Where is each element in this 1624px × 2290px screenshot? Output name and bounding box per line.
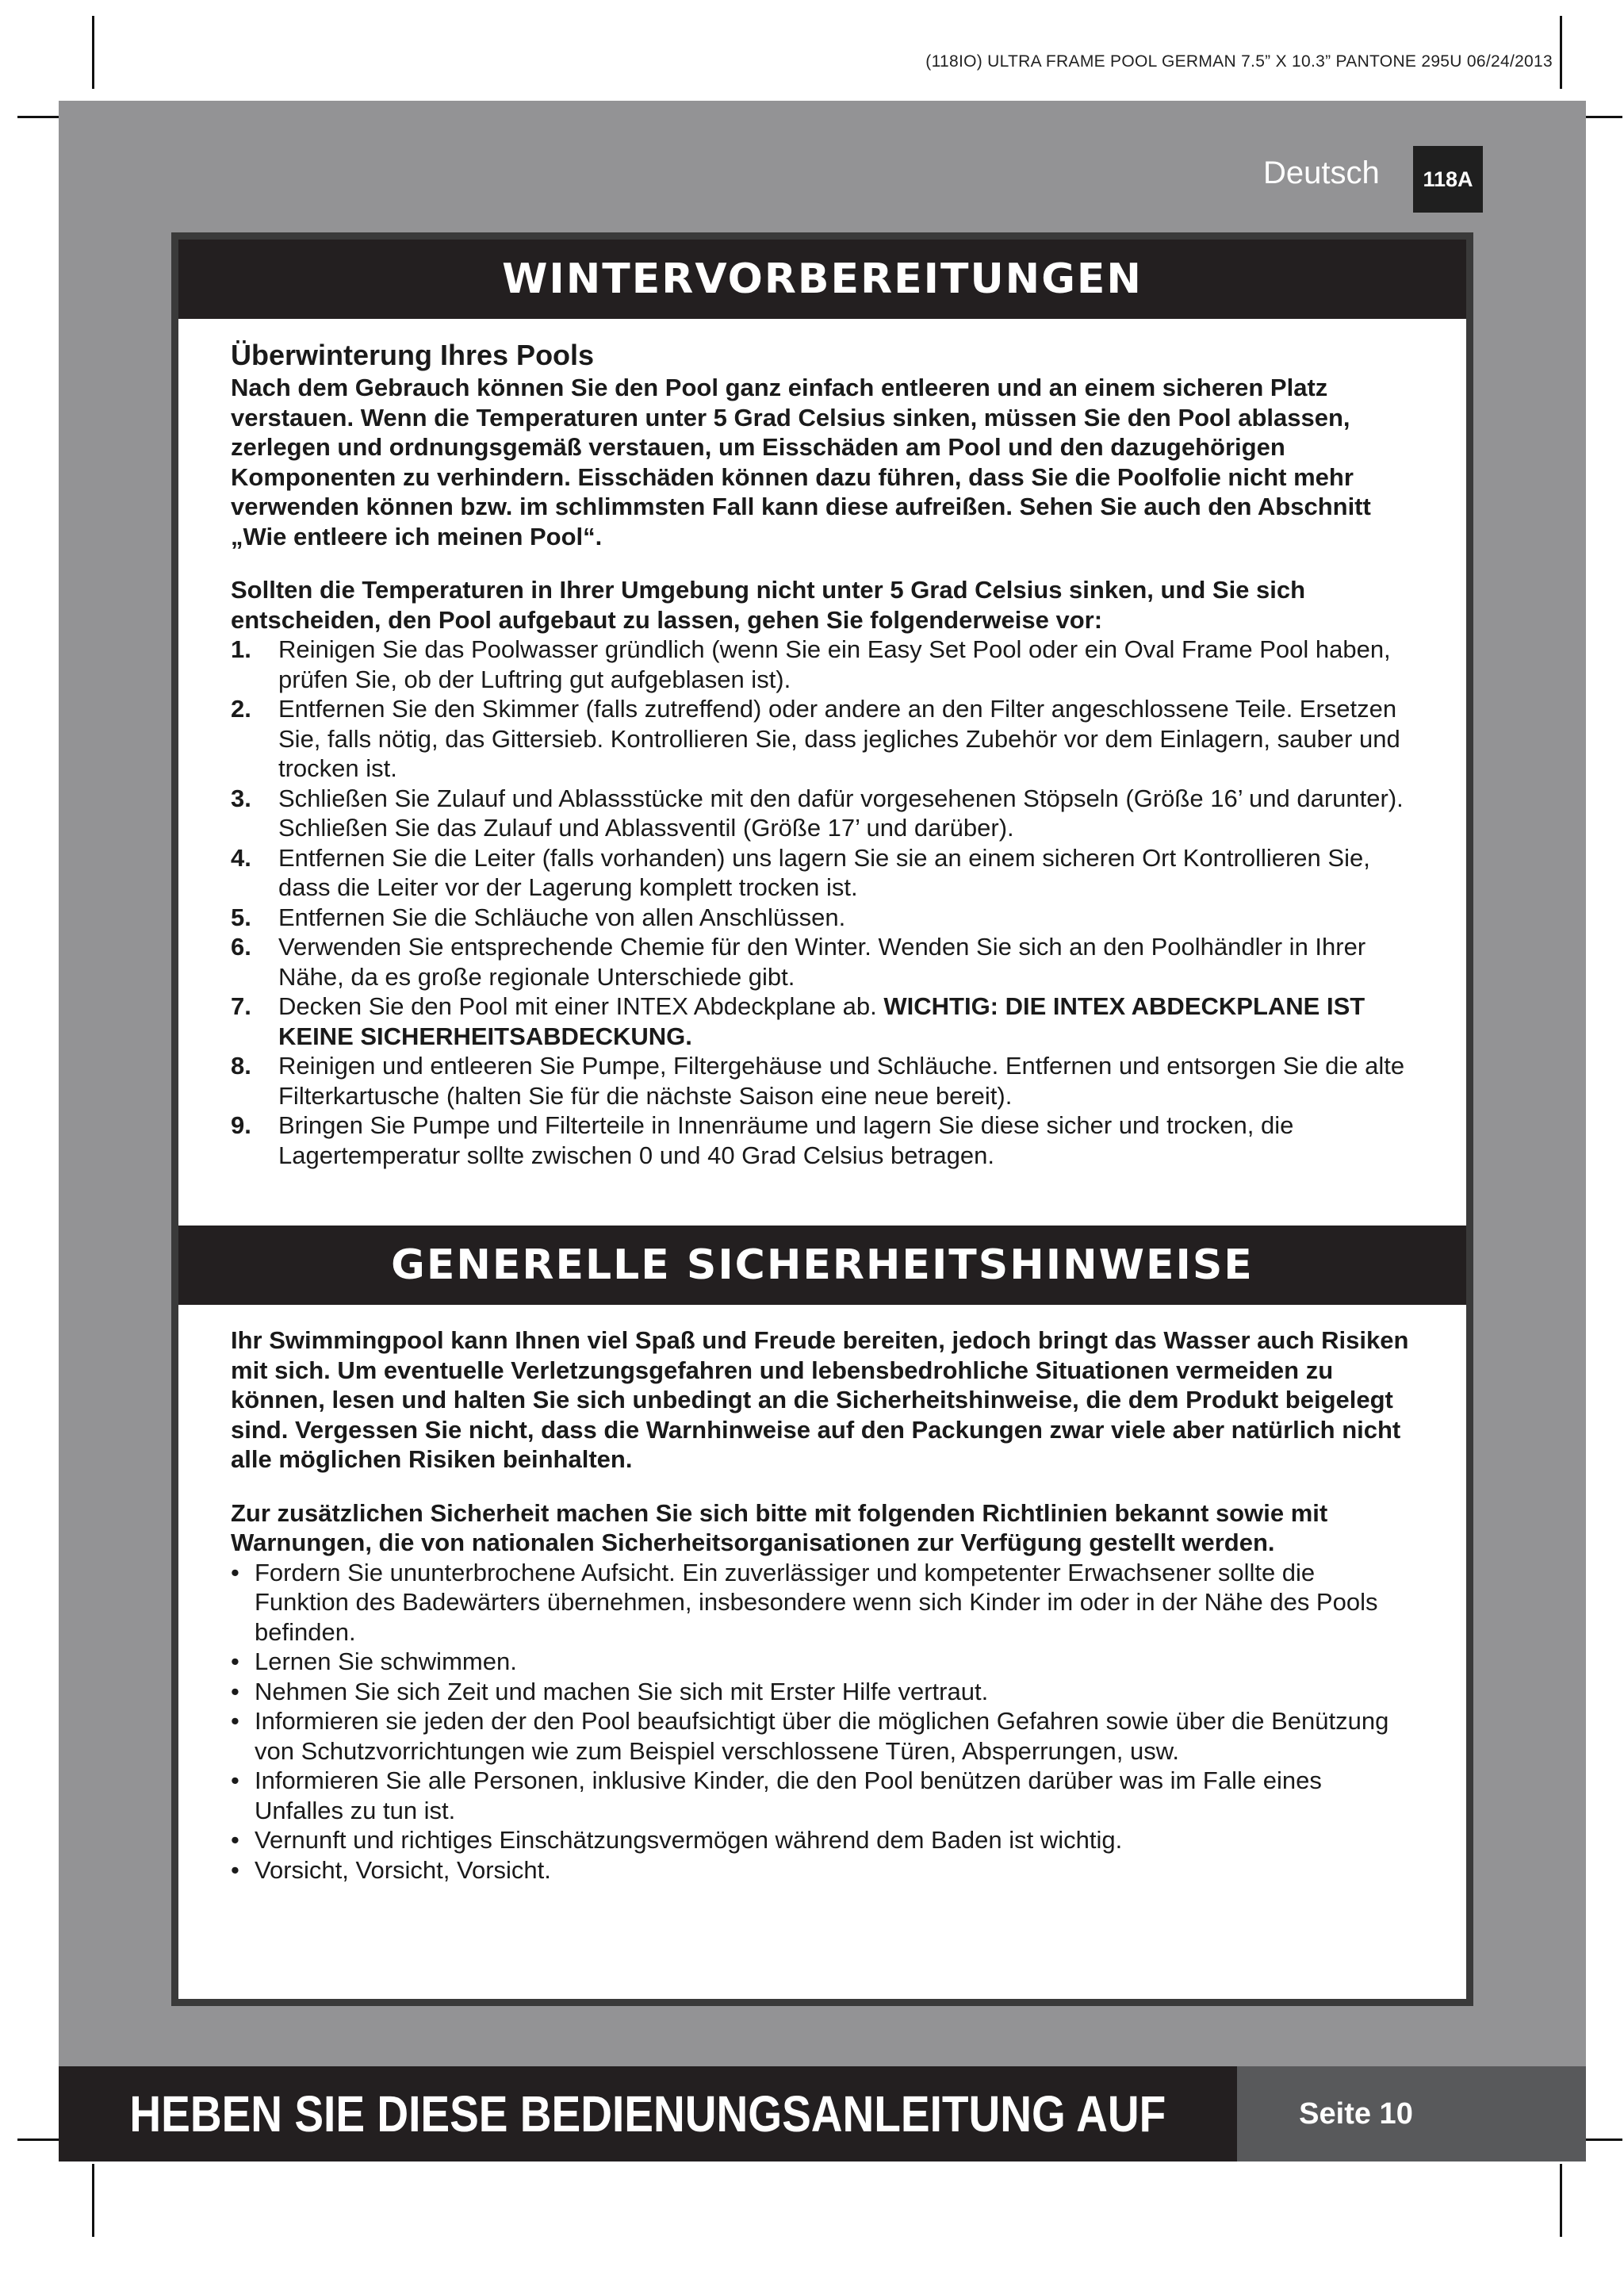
list-item: • Informieren sie jeden der den Pool beaufsichtigt über die möglichen Gefahren sowie über die Benützung von Schutzvorrichtungen wie zum Beispiel verschlossene Türen, Absperrungen, usw. xyxy=(231,1707,1389,1765)
section-title-safety xyxy=(178,1226,1466,1305)
warning-text: WICHTIG: DIE INTEX ABDECKPLANE IST KEINE SICHERHEITSABDECKUNG. xyxy=(278,992,1365,1050)
list-item: 3. Schließen Sie Zulauf und Ablassstücke mit den dafür vorgesehenen Stöpseln (Größe 16’ und darunter). Schließen Sie das Zulauf und Ablassventil (Größe 17’ und darüber). xyxy=(231,784,1404,842)
footer-banner-text: HEBEN SIE DIESE BEDIENUNGSANLEITUNG AUF xyxy=(129,2085,1166,2142)
page-number: Seite 10 xyxy=(1237,2066,1586,2161)
list-item: 9. Bringen Sie Pumpe und Filterteile in Innenräume und lagern Sie diese sicher und trocken, die Lagertemperatur sollte zwischen 0 und 40 Grad Celsius betragen. xyxy=(231,1111,1294,1169)
footer-banner xyxy=(59,2066,1237,2161)
list-item: • Lernen Sie schwimmen. xyxy=(231,1647,517,1675)
lead-paragraph: Sollten die Temperaturen in Ihrer Umgebung nicht unter 5 Grad Celsius sinken, und Sie sich entscheiden, den Pool aufgebaut zu lassen, gehen Sie folgenderweise vor: xyxy=(231,576,1306,634)
list-item: • Informieren Sie alle Personen, inklusive Kinder, die den Pool benützen darüber was im Falle eines Unfalles zu tun ist. xyxy=(231,1766,1322,1824)
crop-mark xyxy=(1560,2164,1562,2237)
list-item: • Vorsicht, Vorsicht, Vorsicht. xyxy=(231,1855,551,1884)
crop-mark xyxy=(92,16,94,89)
list-item: 5. Entfernen Sie die Schläuche von allen Anschlüssen. xyxy=(231,903,846,931)
steps-list xyxy=(231,635,1414,1170)
list-item: • Fordern Sie ununterbrochene Aufsicht. Ein zuverlässiger und kompetenter Erwachsener sollte die Funktion des Badewärters übernehmen, insbesondere wenn sich Kinder im oder in der Nähe des Pools befinden. xyxy=(231,1558,1378,1646)
section-safety-body xyxy=(231,1325,1414,1885)
language-label: Deutsch xyxy=(1263,155,1380,190)
list-item: 8. Reinigen und entleeren Sie Pumpe, Filtergehäuse und Schläuche. Entfernen und entsorgen Sie die alte Filterkartusche (halten Sie für die nächste Saison eine neue bereit). xyxy=(231,1052,1405,1110)
list-item: 2. Entfernen Sie den Skimmer (falls zutreffend) oder andere an den Filter angeschlossene Teile. Ersetzen Sie, falls nötig, das Gittersieb. Kontrollieren Sie, dass jegliches Zubehör vor dem Einlagern, sauber und trocken ist. xyxy=(231,695,1400,782)
section-title-text: GENERELLE SICHERHEITSHINWEISE xyxy=(391,1241,1254,1289)
subheading: Überwinterung Ihres Pools xyxy=(231,339,595,371)
intro-paragraph: Nach dem Gebrauch können Sie den Pool ganz einfach entleeren und an einem sicheren Platz verstauen. Wenn die Temperaturen unter 5 Grad Celsius sinken, müssen Sie den Pool ablassen, zerlegen und ordnungsgemäß verstauen, um Eisschäden am Pool und den dazugehörigen Komponenten zu verhindern. Eisschäden können dazu führen, dass Sie die Poolfolie nicht mehr verwenden können bzw. im schlimmsten Fall kann diese aufreißen. Sehen Sie auch den Abschnitt „Wie entleere ich meinen Pool“. xyxy=(231,374,1371,550)
section-winter-body xyxy=(231,338,1414,1170)
list-item: • Vernunft und richtiges Einschätzungsvermögen während dem Baden ist wichtig. xyxy=(231,1826,1123,1854)
content-box xyxy=(171,232,1473,2006)
section-title-winter xyxy=(178,240,1466,319)
list-item: • Nehmen Sie sich Zeit und machen Sie sich mit Erster Hilfe vertraut. xyxy=(231,1677,989,1705)
list-item: 7. Decken Sie den Pool mit einer INTEX Abdeckplane ab. WICHTIG: DIE INTEX ABDECKPLANE IST KEINE SICHERHEITSABDECKUNG. xyxy=(231,992,1365,1050)
list-item: 6. Verwenden Sie entsprechende Chemie für den Winter. Wenden Sie sich an den Poolhändler in Ihrer Nähe, da es große regionale Unterschiede gibt. xyxy=(231,933,1366,991)
crop-mark xyxy=(92,2164,94,2237)
list-item: 4. Entfernen Sie die Leiter (falls vorhanden) uns lagern Sie sie an einem sicheren Ort Kontrollieren Sie, dass die Leiter vor der Lagerung komplett trocken ist. xyxy=(231,843,1370,901)
page-code-badge: 118A xyxy=(1413,146,1483,213)
crop-mark xyxy=(1560,16,1562,89)
bullet-list xyxy=(231,1558,1414,1885)
lead-paragraph: Zur zusätzlichen Sicherheit machen Sie sich bitte mit folgenden Richtlinien bekannt sowie mit Warnungen, die von nationalen Sicherheitsorganisationen zur Verfügung gestellt werden. xyxy=(231,1498,1328,1556)
intro-paragraph: Ihr Swimmingpool kann Ihnen viel Spaß und Freude bereiten, jedoch bringt das Wasser auch Risiken mit sich. Um eventuelle Verletzungsgefahren und lebensbedrohliche Situationen vermeiden zu können, lesen und halten Sie sich unbedingt an die Sicherheitshinweise, die dem Produkt beigelegt sind. Vergessen Sie nicht, dass die Warnhinweise auf den Packungen zwar viele aber natürlich nicht alle möglichen Risiken beinhalten. xyxy=(231,1326,1409,1473)
print-slug: (118IO) ULTRA FRAME POOL GERMAN 7.5” X 10.3” PANTONE 295U 06/24/2013 xyxy=(925,52,1553,71)
list-item: 1. Reinigen Sie das Poolwasser gründlich (wenn Sie ein Easy Set Pool oder ein Oval Frame Pool haben, prüfen Sie, ob der Luftring gut aufgeblasen ist). xyxy=(231,635,1391,693)
content-panel xyxy=(178,240,1466,1999)
section-title-text: WINTERVORBEREITUNGEN xyxy=(502,255,1143,303)
